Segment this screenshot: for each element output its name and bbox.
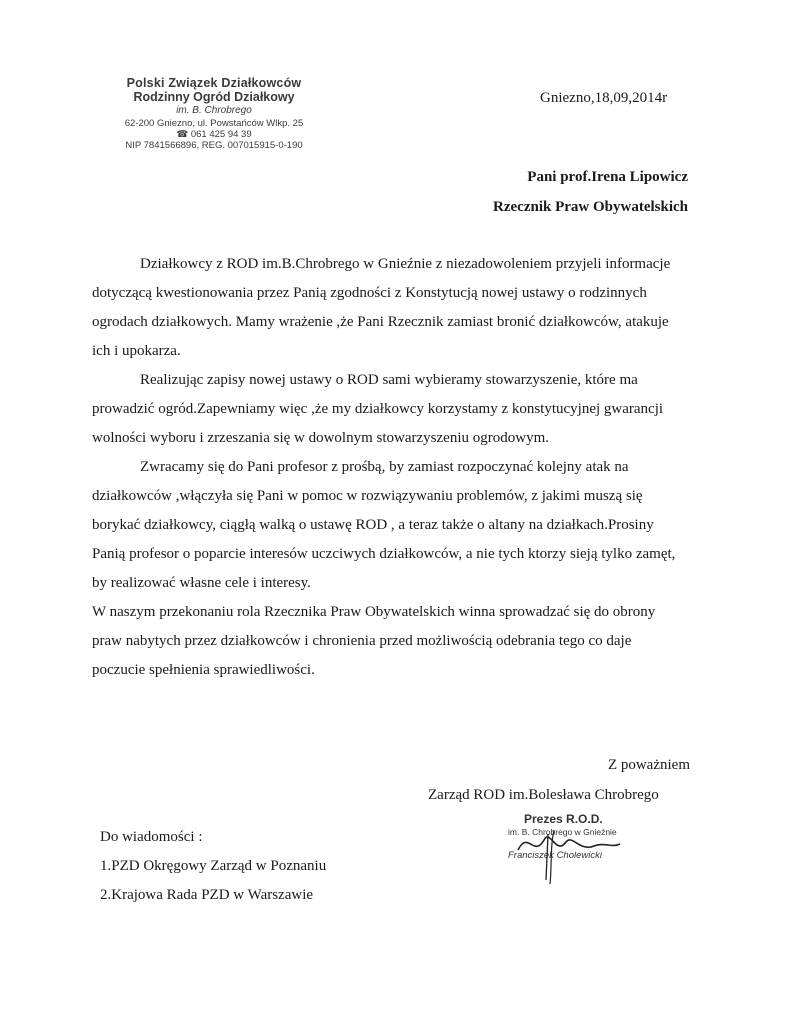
cc-item-1: 1.PZD Okręgowy Zarząd w Poznaniu — [100, 858, 327, 874]
paragraph-1: Działkowcy z ROD im.B.Chrobrego w Gnieźnie z niezadowoleniem przyjeli informacje dotyczącą kwestionowania przez Panią zgodności z Konstytucją nowej ustawy o rodzinnych ogrodach działkowych. Mamy wrażenie ,że Pani Rzecznik zamiast bronić działkowców, atakuje ich i upokarza. — [92, 256, 671, 359]
organization-stamp — [104, 76, 324, 152]
addressee-name: Pani prof.Irena Lipowicz — [527, 169, 688, 185]
cc-item-2: 2.Krajowa Rada PZD w Warszawie — [100, 887, 314, 903]
cc-heading: Do wiadomości : — [100, 829, 203, 845]
signature-stamp-line-1: Prezes R.O.D. — [524, 812, 603, 826]
signature-stamp-line-3: Franciszek Cholewicki — [508, 849, 602, 861]
stamp-line-1: Polski Związek Działkowców — [126, 76, 302, 90]
handwritten-signature-icon — [500, 818, 630, 888]
stamp-line-3: im. B. Chrobrego — [176, 104, 252, 116]
letter-date: Gniezno,18,09,2014r — [540, 90, 668, 106]
addressee-title: Rzecznik Praw Obywatelskich — [493, 199, 688, 215]
paragraph-3: Zwracamy się do Pani profesor z prośbą, by zamiast rozpoczynać kolejny atak na działkowców ,włączyła się Pani w pomoc w rozwiązywaniu problemów, z jakimi muszą się borykać działkowcy, ciągłą walką o ustawę ROD , a teraz także o altany na działkach.Prosiny Panią profesor o poparcie interesów uczciwych działkowców, a nie tych ktorzy sieją tylko zamęt, by realizować własne cele i interesy. — [92, 459, 676, 591]
stamp-nip: NIP 7841566896, REG. 007015915-0-190 — [125, 140, 303, 152]
stamp-phone: ☎ 061 425 94 39 — [176, 129, 252, 141]
paragraph-2: Realizując zapisy nowej ustawy o ROD sami wybieramy stowarzyszenie, które ma prowadzić ogród.Zapewniamy więc ,że my działkowcy korzystamy z konstytucyjnej gwarancji wolności wyboru i zrzeszania się w dowolnym stowarzyszeniu ogrodowym. — [92, 372, 664, 446]
cc-block — [100, 823, 326, 910]
stamp-line-2: Rodzinny Ogród Działkowy — [133, 90, 295, 105]
letter-body — [92, 250, 688, 685]
closing-phrase: Z poważniem — [607, 757, 690, 773]
signature-stamp-line-2: im. B. Chrobrego w Gnieźnie — [508, 827, 617, 837]
addressee-block — [493, 162, 688, 222]
stamp-address: 62-200 Gniezno, ul. Powstańców Wlkp. 25 — [124, 118, 304, 130]
paragraph-4: W naszym przekonaniu rola Rzecznika Praw Obywatelskich winna sprowadzać się do obrony praw nabytych przez działkowców i chronienia przed możliwością odebrania tego co daje poczucie spełnienia sprawiedliwości. — [92, 604, 656, 678]
signer-name: Zarząd ROD im.Bolesława Chrobrego — [428, 787, 659, 803]
